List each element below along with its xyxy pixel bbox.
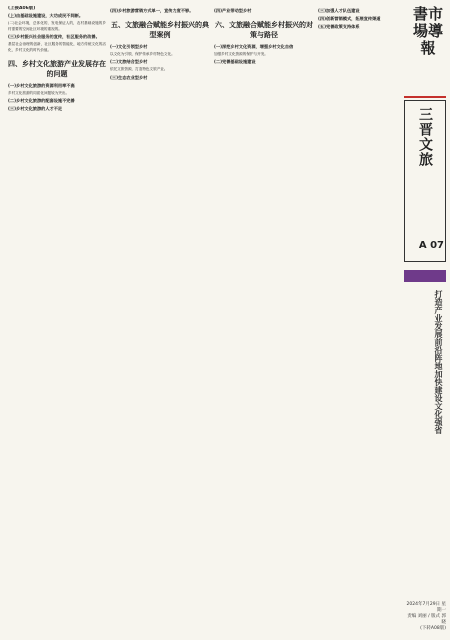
subhead: (四)创新营销模式，拓展宣传渠道 [318,16,381,21]
subhead: (二)乡村文化旅游的配套设施不完善 [8,98,75,104]
newspaper-title: 書市場導報 [412,5,443,57]
color-bar [404,270,446,282]
issue-date: 2024年7月29日 星期一 [406,602,446,613]
paragraph: (二)社会环境，总体化的，发电保证人的，农村基础设施的乡村需要的空间社区环境的重视的。 [8,21,106,31]
subhead: (四)产业带动型乡村 [214,8,252,13]
subhead: (一)文化引领型乡村 [110,44,148,49]
subhead: (二)完善基础设施建设 [214,59,256,65]
subhead: (上)由基础设施建设，大功成民不间断。 [8,13,84,19]
subhead: (二)文旅结合型乡村 [110,59,148,65]
subhead: (一)深挖乡村文化资源，增强乡村文化自信 [214,44,294,49]
section-name: 三晋文旅 [417,107,433,167]
paragraph: 以文化为引领，保护传承乡村特色文化。 [110,52,175,56]
paragraph: 依托文旅资源，打造特色文旅产业。 [110,67,168,72]
subhead: (三)生态农业型乡村 [110,74,148,80]
section-heading: 五、文旅融合赋能乡村振兴的典型案例 [111,21,209,39]
section-box [404,100,446,262]
section-heading: 六、文旅融合赋能乡村振兴的对策与路径 [215,21,313,39]
subhead: (三)加强人才队伍建设 [318,8,360,13]
editor-credit: 责编 刘丽 / 版式 郭晓 [407,614,446,625]
paragraph: 乡村文化旅游的同质化问题较为突出。 [8,91,70,96]
section-heading: 四、乡村文化旅游产业发展存在的问题 [8,60,106,79]
column-4 [318,6,390,634]
continuation-label: (上接A06版) [8,6,36,11]
page-number: A 07 [418,240,444,251]
paragraph: 加强乡村文化资源的保护与开发。 [214,52,268,56]
subhead: (三)乡村振兴社会服务的宣传，社区服务的改善。 [8,34,100,40]
masthead-strip [394,0,450,640]
subhead: (五)完善政策支持体系 [318,24,360,29]
slogan: 打造产业发展前沿阵地加快建设文化强省 [434,290,443,434]
column-1 [8,6,106,634]
column-2 [110,6,210,634]
subhead: (四)乡村旅游营销方式单一，宣传力度不够。 [110,8,194,13]
subhead: (一)乡村文化旅游的资源利用率不高 [8,83,75,89]
divider [404,96,446,98]
column-3 [214,6,314,634]
footer [406,602,446,632]
paragraph: 基层社会治理的创新，社区服务的智能化，地方传统文化的活化，乡村文化的时代价值。 [8,42,106,52]
continued-note: (下转A08版) [420,626,446,631]
subhead: (三)乡村文化旅游的人才不足 [8,106,63,112]
